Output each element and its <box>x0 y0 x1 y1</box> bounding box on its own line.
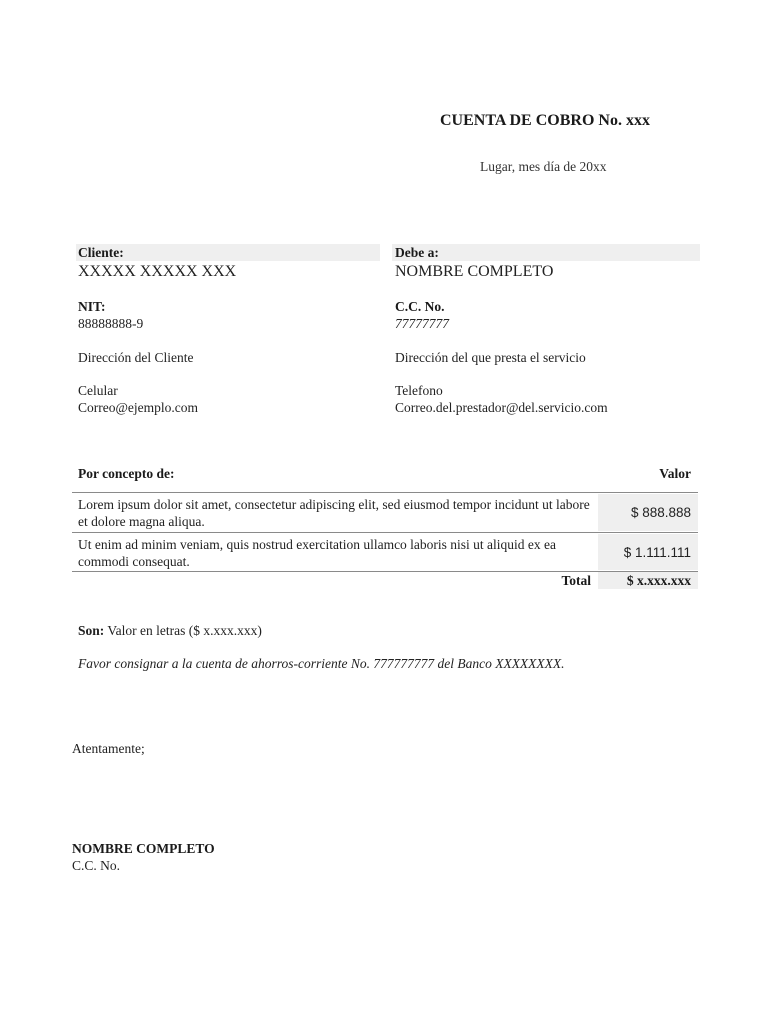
table-top-rule <box>72 492 698 493</box>
client-label: Cliente: <box>78 245 124 260</box>
total-value: $ x.xxx.xxx <box>598 572 698 589</box>
provider-id-label: C.C. No. <box>395 299 445 314</box>
table-row-2-description: Ut enim ad minim veniam, quis nostrud exercitation ullamco laboris nisi ut aliquid ex ea commodi consequat. <box>78 537 557 569</box>
place-date: Lugar, mes día de 20xx <box>480 159 607 174</box>
signer-name: NOMBRE COMPLETO <box>72 841 215 856</box>
client-name: XXXXX XXXXX XXX <box>78 263 237 280</box>
client-phone: Celular <box>78 383 118 398</box>
client-email: Correo@ejemplo.com <box>78 400 199 415</box>
amount-in-words <box>78 623 262 639</box>
client-address: Dirección del Cliente <box>78 350 194 365</box>
concept-header: Por concepto de: <box>78 466 175 481</box>
provider-name: NOMBRE COMPLETO <box>395 263 554 280</box>
document-title: CUENTA DE COBRO No. xxx <box>440 112 650 129</box>
payment-note: Favor consignar a la cuenta de ahorros-corriente No. 777777777 del Banco XXXXXXXX. <box>78 656 565 671</box>
client-id-label: NIT: <box>78 299 106 314</box>
closing-greeting: Atentamente; <box>72 741 145 756</box>
amount-words-text: Valor en letras ($ x.xxx.xxx) <box>104 623 262 638</box>
amount-words-label: Son: <box>78 623 105 638</box>
provider-id-value: 77777777 <box>395 316 449 331</box>
table-row-1-value: $ 888.888 <box>598 494 698 531</box>
table-row-2-value: $ 1.111.111 <box>598 534 698 570</box>
provider-address: Dirección del que presta el servicio <box>395 350 586 365</box>
value-header: Valor <box>659 466 691 481</box>
provider-phone: Telefono <box>395 383 443 398</box>
provider-label: Debe a: <box>395 245 439 260</box>
total-label: Total <box>561 573 591 588</box>
table-row-rule <box>72 532 698 533</box>
table-row-1-description: Lorem ipsum dolor sit amet, consectetur adipiscing elit, sed eiusmod tempor incidunt ut labore et dolore magna aliqua. <box>78 497 590 529</box>
client-id-value: 88888888-9 <box>78 316 144 331</box>
provider-email: Correo.del.prestador@del.servicio.com <box>395 400 608 415</box>
signer-id: C.C. No. <box>72 858 121 873</box>
